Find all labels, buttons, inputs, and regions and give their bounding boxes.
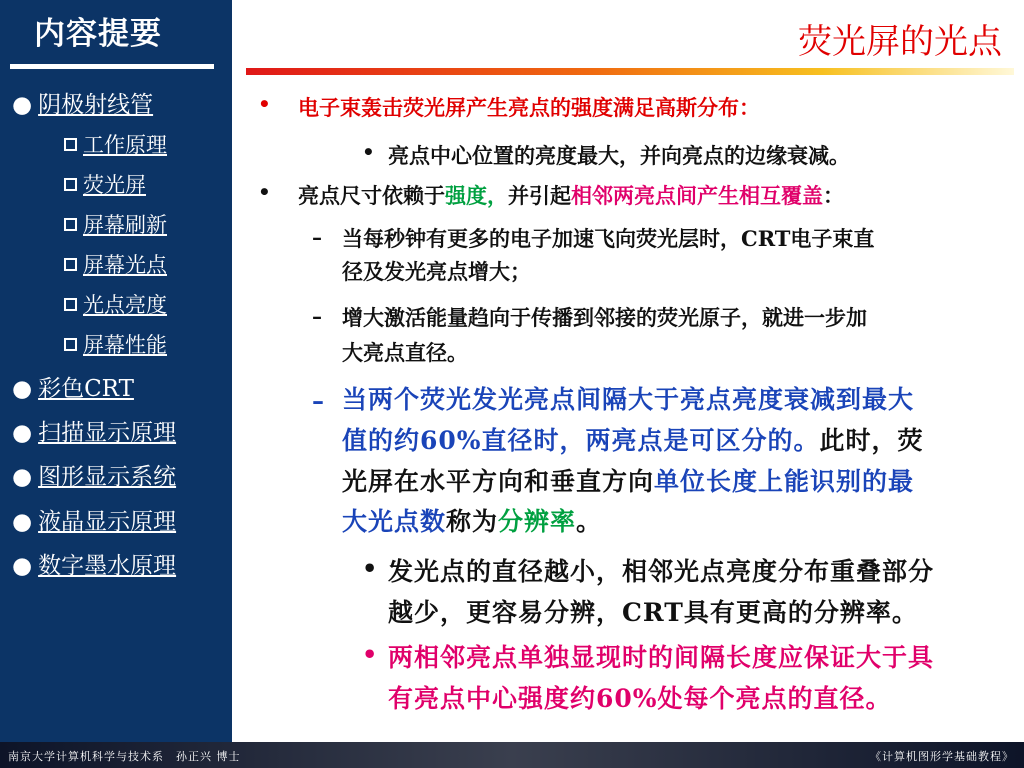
- bullet-dot-icon: ●: [12, 553, 33, 579]
- nav-subitem-label: 屏幕光点: [83, 253, 167, 277]
- square-bullet-icon: [64, 258, 77, 271]
- nav-subitem-label: 屏幕性能: [83, 333, 167, 357]
- nav-item-label: 数字墨水原理: [38, 553, 177, 579]
- bullet-dot-icon: ●: [12, 92, 33, 118]
- dash-item-resolution-line2: [342, 421, 924, 457]
- nav-subitem-screen-refresh[interactable]: [64, 209, 167, 239]
- resolution-text: 光屏在水平方向和垂直方向: [342, 467, 655, 496]
- nav-subitem-screen-spot[interactable]: [64, 249, 167, 279]
- dash-marker: –: [312, 225, 322, 249]
- resolution-term-highlight: 分辨率: [498, 507, 577, 536]
- sub-bullet-spacing-line2: 有亮点中心强度约60%处每个亮点的直径。: [388, 684, 892, 713]
- overlap-highlight: 相邻两亮点间产生相互覆盖: [571, 183, 823, 208]
- nav-item-lcd-principle[interactable]: [12, 503, 176, 536]
- nav-subitem-label: 工作原理: [83, 133, 167, 157]
- nav-item-label: 液晶显示原理: [38, 509, 177, 535]
- resolution-definition-highlight: 大光点数: [342, 507, 447, 536]
- nav-subitem-label: 荧光屏: [83, 173, 146, 197]
- spot-size-text-end: ：: [823, 183, 844, 208]
- bullet-dot-icon: ●: [12, 376, 33, 402]
- dash-item-resolution-line1: 当两个荧光发光亮点间隔大于亮点亮度衰减到最大: [342, 385, 915, 414]
- nav-item-label: 图形显示系统: [38, 464, 177, 490]
- bullet-dot-icon: ●: [12, 509, 33, 535]
- dash-item-electron-beam-line1: 当每秒钟有更多的电子加速飞向荧光层时，CRT电子束直: [342, 226, 875, 251]
- nav-item-label: 彩色CRT: [38, 376, 134, 402]
- dash-marker: –: [312, 386, 324, 415]
- intensity-highlight: 强度，: [445, 183, 508, 208]
- title-gradient-bar: [246, 68, 1014, 75]
- resolution-definition-highlight: 单位长度上能识别的最: [654, 467, 915, 496]
- resolution-text: 称为: [446, 507, 499, 536]
- resolution-distinguishable-text: 值的约60%直径时，两亮点是可区分的。: [342, 426, 820, 455]
- dash-item-resolution-line3: [342, 462, 914, 498]
- sub-bullet-marker: •: [362, 640, 378, 669]
- footer-bar: [0, 742, 1024, 768]
- nav-item-digital-ink[interactable]: [12, 547, 176, 580]
- bullet-marker: •: [258, 180, 271, 204]
- bullet-dot-icon: ●: [12, 464, 33, 490]
- dash-item-activation-energy-line1: 增大激活能量趋向于传播到邻接的荧光原子，就进一步加: [342, 305, 867, 330]
- nav-subitem-phosphor-screen[interactable]: [64, 169, 146, 199]
- sidebar-title-underline: [10, 64, 214, 69]
- bullet-gaussian-distribution: 电子束轰击荧光屏产生亮点的强度满足高斯分布：: [298, 95, 760, 120]
- nav-item-label: 阴极射线管: [38, 92, 154, 118]
- resolution-text: 此时，荧: [819, 426, 924, 455]
- square-bullet-icon: [64, 178, 77, 191]
- square-bullet-icon: [64, 298, 77, 311]
- dash-item-resolution-line4: [342, 502, 602, 538]
- sidebar-title: 内容提要: [34, 16, 162, 52]
- sub-bullet-spacing-line1: 两相邻亮点单独显现时的间隔长度应保证大于具: [388, 643, 935, 672]
- nav-item-label: 扫描显示原理: [38, 420, 177, 446]
- nav-subitem-spot-brightness[interactable]: [64, 289, 167, 319]
- spot-size-text: 亮点尺寸依赖于: [298, 183, 445, 208]
- bullet-dot-icon: ●: [12, 420, 33, 446]
- nav-item-color-crt[interactable]: [12, 370, 134, 403]
- square-bullet-icon: [64, 218, 77, 231]
- square-bullet-icon: [64, 138, 77, 151]
- nav-subitem-label: 光点亮度: [83, 293, 167, 317]
- dash-marker: –: [312, 304, 322, 328]
- square-bullet-icon: [64, 338, 77, 351]
- nav-subitem-screen-performance[interactable]: [64, 329, 167, 359]
- nav-item-scan-display[interactable]: [12, 414, 176, 447]
- nav-item-graphics-display-system[interactable]: [12, 458, 176, 491]
- sub-bullet-marker: •: [362, 554, 378, 583]
- sub-bullet-center-brightness: 亮点中心位置的亮度最大，并向亮点的边缘衰减。: [388, 143, 850, 168]
- resolution-text-end: 。: [576, 507, 603, 536]
- nav-subitem-label: 屏幕刷新: [83, 213, 167, 237]
- footer-author: 南京大学计算机科学与技术系 孙正兴 博士: [8, 750, 241, 763]
- dash-item-electron-beam-line2: 径及发光亮点增大；: [342, 259, 531, 284]
- dash-item-activation-energy-line2: 大亮点直径。: [342, 340, 468, 365]
- sub-bullet-smaller-diameter-line2: 越少，更容易分辨，CRT具有更高的分辨率。: [388, 598, 918, 627]
- bullet-marker: •: [258, 92, 271, 116]
- sub-bullet-smaller-diameter-line1: 发光点的直径越小，相邻光点亮度分布重叠部分: [388, 557, 935, 586]
- nav-item-crt-tube[interactable]: [12, 86, 153, 119]
- slide-title: 荧光屏的光点: [798, 22, 1002, 62]
- spot-size-text-mid: 并引起: [508, 183, 571, 208]
- bullet-spot-size: [298, 180, 844, 210]
- footer-book-title: 《计算机图形学基础教程》: [870, 750, 1014, 763]
- sub-bullet-marker: •: [362, 140, 375, 164]
- sidebar: [0, 0, 232, 742]
- nav-subitem-working-principle[interactable]: [64, 129, 167, 159]
